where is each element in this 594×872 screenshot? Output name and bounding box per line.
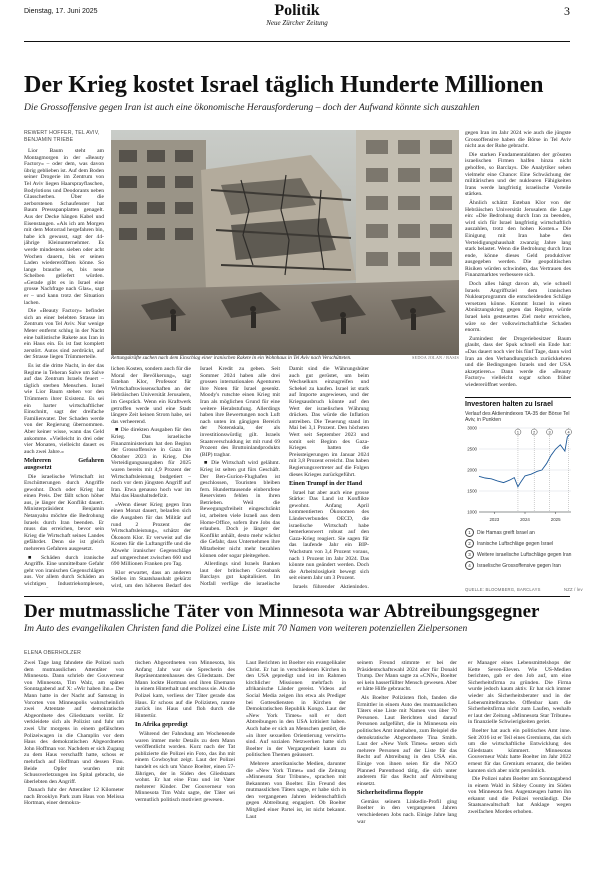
paragraph: Boelter hat auch ein politisches Amt inne. Seit 2016 ist er Teil eines Gremiums, das sich um die wirtschaftliche Entwicklung des Gliedstaats kümmert. Minnesotas Gouverneur Walz hatte Boelter im Jahr 2022 erneut für das Gremium ernannt, die beiden kannten sich aber nicht persönlich.: [468, 727, 571, 774]
legend-label: Weitere israelische Luftschläge gegen Iran: [477, 552, 572, 558]
article-column-3: [200, 366, 280, 588]
paragraph: ■ Schäden durch iranische Angriffe. Eine unmittelbare Gefahr geht von iranischen Gegenschlägen aus. Vor allem durch Schäden an wichtigen Industriekomplexen,: [24, 554, 104, 587]
issue-date: Dienstag, 17. Juni 2025: [24, 8, 98, 15]
article-byline: [24, 130, 100, 144]
y-tick-label: 1000: [467, 509, 477, 515]
x-tick-label: 2025: [550, 517, 561, 522]
article2-byline: ELENA OBERHOLZER: [24, 650, 82, 656]
paragraph: gegen Iran im Jahr 2024 wie auch die jüngste Grossoffensive haben die Börse in Tel Aviv nicht aus der Ruhe gebracht.: [465, 130, 571, 150]
section-heading: Sicherheitsfirma floppte: [357, 789, 424, 797]
paragraph: tischen Abgeordneten von Minnesota, bis Anfang Jahr war sie Sprecherin des Repräsentantenhauses des Gliedstaats. Der Mann lockte Hortman und ihren Ehemann in einem Hinterhalt und erschoss sie. Als die Polizei kam, verliess der Täter gerade das Haus. Er schoss auf die Polizisten, rannte zurück ins Haus und floh durch die Hintertür.: [135, 660, 235, 719]
paragraph: Lior Baum steht am Montagmorgen in der «Beauty Factory» – oder dem, was davon übrig geblieben ist. Auf dem Boden seiner Drogerie im Zentrum von Tel Aviv liegen Haarsprayflaschen, Bodylotions und Deodorants neben Glasscherben. Über die zerborstenen Schaufenster hat Baum Pressspanplatten genagelt. Aus der Decke hängen Kabel und Eisenstangen. «Als ich am Morgen mit dem Motorrad hergefahren bin, habe ich gewusst, sagt der 44-jährige Kleinunternehmer. Es werde mindestens sieben oder acht Wochen dauern, bis er seinen Laden wiedereröffnen könne. So lange brauche es, bis neue Scheiben geliefert würden. «Gerade gibt es in Israel eine grosse Nachfrage nach Glas», sagt er – und kann trotz der Situation lachen.: [24, 148, 104, 306]
article2-column-1: [24, 660, 124, 868]
photo-caption: [111, 355, 459, 361]
section-heading: Einen Trumpf in der Hand: [289, 480, 363, 488]
article-column-4: [289, 366, 369, 588]
chart-title: Investoren halten zu Israel: [465, 401, 553, 408]
page-header: [0, 2, 594, 27]
event-marker-number: 4: [567, 430, 570, 435]
series-line: [479, 434, 570, 487]
photo-credit: SEDOA JOLAN / BASIS: [412, 355, 459, 360]
article-divider: [24, 596, 570, 597]
paragraph: Die Polizei nahm Boelter am Sonntagabend in einem Wald in Sibley County im Süden von Minnesota fest. Augenzeugen hatten ihn erkannt und die Polizei verständigt. Die Staatsanwaltschaft hat Anklage wegen zweifachen Mordes erhoben.: [468, 776, 571, 816]
article2-column-5: [468, 660, 571, 868]
section-heading: Mehreren Gefahren ausgesetzt: [24, 457, 104, 471]
section-title: Politik: [274, 2, 320, 19]
article-subheadline: Die Grossoffensive gegen Iran ist auch eine ökonomische Herausforderung – doch der Aufwand könnte sich auszahlen: [24, 102, 480, 113]
article2-column-2: [135, 660, 235, 868]
paragraph: er Manager eines Lebensmittelshops der Kette Seven-Eleven. Wie US-Medien berichten, gab er den Job auf, um eine Sicherheitsfirma zu gründen. Die Firma wurde jedoch kaum aktiv. Er hat sich immer wieder als Sicherheitsberater und in der Lebensmittelbranche. Offenbar kam die Sicherheitsfirma nicht zum Laufen, weshalb er laut der Zeitung «Minnesota Star Tribune» in finanzielle Schwierigkeiten geriet.: [468, 660, 571, 726]
section-heading: In Afrika gepredigt: [135, 721, 188, 729]
event-marker-number: 2: [533, 430, 536, 435]
line-chart: [465, 424, 575, 524]
paragraph: Laut Berichten ist Boelter ein evangelikaler Christ. Er hat in verschiedenen Kirchen in den USA gepredigt und ist im Rahmen kirchlicher Missionen mehrfach in afrikanische Länder gereist. Videos auf Social Media zeigen ihn etwa als Prediger bei Gottesdiensten in Kirchen der Demokratischen Republik Kongo. Laut der «New York Times» soll er dort Abtreibungen in den USA kritisiert haben. Auch habe er sich an Menschen gestört, die «in ihrer sexuellen Orientierung verwirrt» sind. Auf sozialen Netzwerken hatte sich Boelter in der Vergangenheit kaum zu politischen Themen geäussert.: [246, 660, 346, 759]
article2-column-4: [357, 660, 457, 868]
x-tick-label: 2023: [489, 517, 500, 522]
x-tick-label: 2024: [520, 517, 530, 522]
legend-item: [465, 550, 577, 559]
paragraph: Zwei Tage lang fahndete die Polizei nach dem mutmasslichen Attentäter von Minnesota. Dann schrieb der Gouverneur von Minnesota, Tim Walz, am späten Sonntagabend auf X: «Wir haben ihn.» Der Mann hatte in der Nacht auf Samstag in Vororten von Minneapolis wahrscheinlich zwei Attentate auf demokratische Abgeordnete des Gliedstaats verübt. Er verkleidete sich als Polizist und fuhr um zwei Uhr morgens in einem gefälschten Polizeiwagen in die Champlin vor dem Haus des demokratischen Abgeordneten John Hoffman vor. Nachdem er sich Zugang zu dem Haus verschafft hatte, schoss er mehrfach auf Hoffman und dessen Frau. Beide Opfer wurden mit Schussverletzungen ins Spital gebracht, sie überlebten den Angriff.: [24, 660, 124, 785]
paragraph: Die «Beauty Factory» befindet sich an einer belebten Strasse im Zentrum von Tel Aviv. Nur wenige Meter entfernt schlug in der Nacht eine ballistische Rakete aus Iran in ein Haus ein. Es ist fast komplett zerstört. Autos sind zerdrückt, auf der Strasse liegen Trümmerteile.: [24, 308, 104, 361]
y-tick-label: 3000: [467, 425, 477, 431]
header-rule: [24, 41, 570, 42]
paragraph: Israel hat aber auch eine grosse Stärke: Das Land ist Konflikte gewohnt. Anfang April kommentierten Ökonomen des Länderverbundes OECD, die israelische Wirtschaft habe bemerkenswert robust auf den Gaza-Krieg reagiert. Sie sagen für das laufende Jahr ein BIP-Wachstum von 3,4 Prozent voraus, nach 1 Prozent im Jahr 2024. Das könnte nun geändert werden. Doch die Arbeitslosigkeit bewegt sich seit einem Jahr um 3 Prozent.: [289, 489, 369, 582]
byline-line-2: BENJAMIN TRIEBE: [24, 137, 74, 143]
article-column-2: [111, 366, 191, 588]
article2-subheadline: Im Auto des evangelikalen Christen fand die Polizei eine Liste mit 70 Namen von weiteren potenziellen Zielpersonen: [24, 624, 468, 634]
legend-item: [465, 539, 577, 548]
paragraph: Gemäss seinem Linkedin-Profil ging Boelter in den vergangenen Jahren verschiedenen Jobs nach. Einige Jahre lang war: [357, 798, 457, 825]
legend-label: Die Hamas greift Israel an: [477, 530, 535, 536]
legend-label: Iranische Luftschläge gegen Israel: [477, 541, 554, 547]
y-tick-label: 2000: [467, 467, 477, 473]
paragraph: Die israelische Wirtschaft ist Erschütterungen durch Angriffe gewohnt. Doch oder Krieg hat einen Preis. Der fällt schon höher aus, je länger der Konflikt dauert. Ministerpräsident Benjamin Netanyahu möchte die Bedrohung Israels durch Iran beenden. Er muss das erreichen, bevor sein Krieg die Wirtschaft seines Landes gefährdet. Denn sie ist gleich mehreren Gefahren ausgesetzt.: [24, 473, 104, 553]
chart-subtitle: Verlauf des Aktienindexes TA-35 der Börse Tel Aviv, in Punkten: [465, 411, 570, 424]
article-headline: Der Krieg kostet Israel täglich Hunderte Millionen: [24, 72, 544, 98]
paragraph: Die starken Fundamentaldaten der grössten israelischen Firmen halfen hinzu nicht geholfen, so Barclays. Die Analytiker sehen vielmehr eine Chance: Eine Schwächung der militärischen und der nuklearen Fähigkeiten Irans werde langfristig israelische Vorteile stärken.: [465, 151, 571, 198]
legend-item: [465, 561, 577, 570]
paragraph: Mehrere amerikanische Medien, darunter die «New York Times» und die Zeitung «Minnesota Star Tribune», sprachen mit Bekannten von Boelter. Ein Freund des mutmasslichen Täters sagte, er habe sich in den vergangenen Jahren leidenschaftlich gegen Abtreibung engagiert. Ob Boelter Mitglied einer Partei ist, ist nicht bekannt. Laut: [246, 760, 346, 820]
masthead: Neue Zürcher Zeitung: [266, 19, 328, 27]
paragraph: Israels führender Aktienindex,: [293, 584, 369, 588]
legend-number: 3: [465, 550, 474, 559]
paragraph: seinem Freund stimmte er bei der Präsidentschaftswahl 2024 aber für Donald Trump. Der Mann sagte zu «CNN», Boelter sei kein hasserfüllter Mensch gewesen. Aber er hätte Hilfe gebraucht.: [357, 660, 457, 693]
event-marker-number: 3: [548, 430, 551, 435]
byline-line-1: REWERT HOFFER, TEL AVIV,: [24, 130, 100, 136]
chart-source: [465, 587, 583, 592]
paragraph: Allerdings sind Israels Banken laut der britischen Grossbank Barclays gut kapitalisiert. Im Notfall verfüge die israelische: [200, 561, 280, 587]
paragraph: Ähnlich schätzt Esteban Klor von der Hebräischen Universität Jerusalem die Lage ein: «Die Bedrohung durch Iran zu beenden, wird sich für Israel langfristig wirtschaftlich auszahlen, trotz den hohen Kosten.» Die Einigung mit Iran habe den Verteidigungshaushalt zwanzig Jahre lang stark belastet. Wenn die Bedrohung durch Iran ende, könne dieses Geld produktiver ausgegeben werden. Die geopolitischen Risiken würden schwinden, das Vertrauen des Finanzmarktes verbessere sich.: [465, 199, 571, 279]
paragraph: Zumindest der Drogeriebesitzer Baum glaubt, dass der Spuk schnell ein Ende hat: «Das dauert noch vier bis fünf Tage, dann wird Iran an den Verhandlungstisch zurückkehren und die Bedingungen Israels und der USA akzeptieren.» Dann werde die «Beauty Factory» vielleicht sogar schon früher wiedereröffnet werden.: [465, 335, 571, 388]
paragraph: Es ist die dritte Nacht, in der das Regime in Teheran Salve um Salve auf das Zentrum Israels feuert – täglich sterben Menschen. Israel wie Lior Baum stehen vor den Trümmern ihrer Existenz. Es sei ein harter wirtschaftlicher Einschnitt, sagt der dreifache Familienvater. Der Schaden werde von der Regierung übernommen. Aber keiner wisse, wann das Geld ankomme. «Vielleicht in drei oder vier Monaten, vielleicht dauert es auch zwei Jahre.»: [24, 363, 104, 455]
paragraph: Israel Kredit zu geben. Seit Sommer 2024 haben alle drei grossen internationalen Agenturen ihre Noten für Israel gesenkt. Moody's rutschte einen Krieg mit Iran als möglichen Grund für eine weitere Herabstufung. Allerdings haben ihre Bewertungen noch Luft nach unten im gängigen Bereich der Notenskala, der als investitionswürdig gilt. Israels Staatsverschuldung ist mit rund 69 Prozent des Bruttoinlandprodukts (BIP) tragbar.: [200, 366, 280, 458]
paragraph: «Wenn dieser Krieg gegen Iran einen Monat dauert, belaufen sich die Ausgaben für das Militär auf rund 2 Prozent der Wirtschaftsleistung», schätzt der Ökonom Klor. Er verweist auf die Kosten für die Luftangriffe und die Abwehr iranischer Gegenschläge auf umgerechnet zwischen 660 und 690 Millionen Franken pro Tag.: [111, 501, 191, 568]
event-marker-number: 1: [516, 430, 520, 435]
paragraph: Danach fuhr der Attentäter 12 Kilometer nach Brooklyn Park zum Haus von Melissa Hortman, einer demokra-: [24, 787, 124, 807]
paragraph: Doch alles hängt davon ab, wie schnell Israels Angriffsziel dem iranischen Nuklearprogramm die entscheidenden Schläge versetzen könne. Kommt Israel in einen Abnützungskrieg gegen das Regime, würde Israel kein gesteuertes Ziel mehr erreichen, wäre so der volkswirtschaftliche Schaden enorm.: [465, 281, 571, 334]
article2-column-3: [246, 660, 346, 868]
article-column-1: [24, 148, 104, 588]
chart-legend: [465, 528, 577, 572]
paragraph: ■ Die direkten Ausgaben für den Krieg. Das israelische Finanzministerium hat den Beginn der Grossoffensive in Gaza im Oktober 2023 in Krieg. Die Verteidigungsausgaben für 2025 waren bereits mit 4,9 Prozent der Wirtschaftsleistung budgetiert – noch vor dem jüngsten Angriff auf Iran. Etwa genauso hoch war im Mai das Haushaltsdefizit.: [111, 427, 191, 500]
paragraph: Damit sind die Währungshüter auch gut gerüstet, um beim Wechselkurs einzugreifen und Schekel zu kaufen. Israel ist stark auf Importe angewiesen, und der Kriegsausbruch könnte auf den Wert der israelischen Währung drücken. Das würde die Inflation antreiben. Die Teuerung stand im Mai bei 3,1 Prozent. Den höchsten Wert seit September 2023 und somit seit Beginn des Gaza-Krieges hatten die Preissteigerungen im Januar 2024 mit 3,8 Prozent erreicht. Das haben Regierungsvertreter auf die Folgen dieses Krieges zurückgeführt.: [289, 366, 369, 478]
legend-label: Israelische Grossoffensive gegen Iran: [477, 563, 561, 569]
legend-item: [465, 528, 577, 537]
chart-credit: NZZ / lev: [563, 587, 583, 592]
article-column-5: [465, 130, 571, 392]
page-number: 3: [564, 4, 570, 18]
y-tick-label: 2500: [467, 446, 477, 452]
chart-source-text: QUELLE: BLOOMBERG, BARCLAYS: [465, 587, 541, 592]
paragraph: lichen Kosten, sondern auch für die Moral der Bevölkerung», sagt Esteban Klor, Professor für Wirtschaftswissenschaften an der Hebräischen Universität Jerusalem, im Gespräch. Wenn ein Kraftwerk getroffen werde und eine Stadt längere Zeit keinen Strom habe, sei das verheerend.: [111, 366, 191, 425]
paragraph: Während der Fahndung am Wochenende waren immer mehr Details zu dem Mann veröffentlicht worden. Kurz nach der Tat publizierte die Polizei ein Foto, das ihn mit einem Cowboyhut zeigt. Laut der Polizei handelt es sich um Vance Boelter, einen 57-Jährigen, der in Süden des Gliedstaats wohnt. Er hat eine Frau und ist Vater mehrerer Kinder. Der Gouverneur von Minnesota Tim Walz sagte, der Täter sei vermutlich politisch motiviert gewesen.: [135, 730, 235, 803]
article2-headline: Der mutmassliche Täter von Minnesota war Abtreibungsgegner: [24, 601, 540, 622]
paragraph: ■ Die Wirtschaft wird gelähmt. Krieg ist selten gut fürs Geschäft. Der Ben-Gurion-Flughafen ist geschlossen, Touristen bleiben fern. Hunderttausende einberufene Reservisten fehlen in ihren Betrieben. Weil die Bewegungsfreiheit eingeschränkt ist, arbeiten viele Israeli aus dem Home-Office, sofern ihre Jobs das erlauben. Doch je länger der Konflikt anhält, desto mehr wächst die Gefahr, dass Unternehmen ihre Mitarbeiter nicht mehr bezahlen können oder sogar pleitegehen.: [200, 460, 280, 559]
chart-top-rule: [465, 397, 571, 398]
legend-number: 2: [465, 539, 474, 548]
y-tick-label: 1500: [467, 488, 477, 494]
paragraph: Als Boelter Polizisten floh, fanden die Ermittler in einem Auto des mutmasslichen Täters eine Liste mit Namen von über 70 Personen. Laut Berichten sind darauf Personen aufgeführt, die in Minnesota ein politisches Amt innehaben, zum Beispiel die demokratische Abgeordnete Tina Smith. Laut der «New York Times» setzen sich mehrere Personen auf der Liste für das Recht auf Abtreibung in den USA ein. Einige von ihnen seien für die NGO Planned Parenthood tätig, die sich unter anderem für das Recht auf Abtreibung einsetzt.: [357, 694, 457, 787]
destroyed-building-image: [111, 130, 459, 355]
news-photo: [111, 130, 459, 355]
caption-text: Rettungskräfte suchen nach dem Einschlag einer iranischen Rakete in ein Wohnhaus in Tel Aviv nach Verschütteten.: [111, 355, 352, 361]
legend-number: 4: [465, 561, 474, 570]
paragraph: Klor erwartet, dass an anderen Stellen im Staatshaushalt gekürzt wird, um den höheren Bedarf des: [111, 569, 191, 588]
legend-number: 1: [465, 528, 474, 537]
